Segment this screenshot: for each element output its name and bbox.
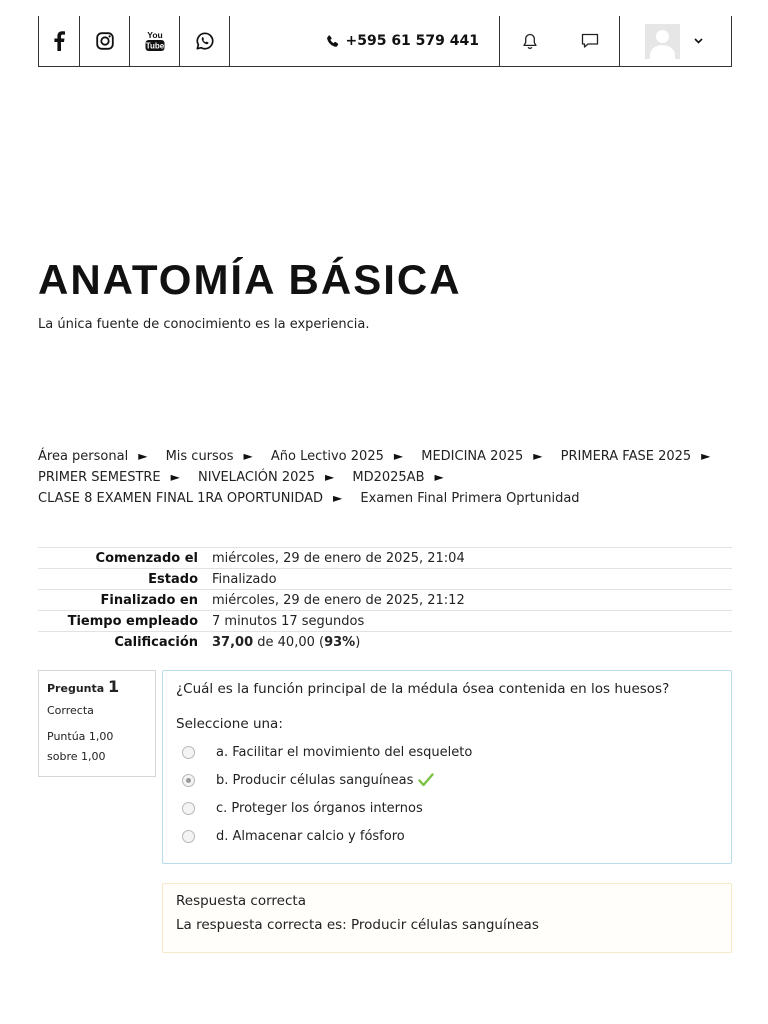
summary-label: Comenzado el	[38, 548, 205, 569]
social-links	[39, 16, 230, 66]
phone-number[interactable]	[326, 16, 500, 66]
breadcrumb-separator: ►	[138, 449, 148, 463]
breadcrumb-item[interactable]: Año Lectivo 2025	[270, 449, 384, 464]
breadcrumb-item[interactable]: MD2025AB	[352, 470, 425, 485]
question-prompt: Seleccione una:	[176, 716, 283, 732]
summary-row	[38, 569, 732, 590]
summary-label: Calificación	[38, 632, 205, 653]
notifications-button[interactable]	[500, 16, 560, 66]
facebook-link[interactable]	[39, 16, 80, 66]
summary-label: Tiempo empleado	[38, 611, 205, 632]
answer-label: a. Facilitar el movimiento del esqueleto	[216, 744, 473, 760]
answer-option-b[interactable]	[176, 766, 718, 794]
youtube-icon	[145, 30, 165, 52]
question-number-value: 1	[108, 677, 120, 696]
breadcrumb-item[interactable]: NIVELACIÓN 2025	[198, 470, 315, 485]
answer-option-a[interactable]	[176, 738, 718, 766]
whatsapp-icon	[196, 32, 214, 50]
breadcrumb-item[interactable]: Mis cursos	[165, 449, 234, 464]
answer-radio[interactable]	[182, 830, 195, 843]
breadcrumb-item[interactable]: Área personal	[38, 449, 129, 464]
message-icon	[581, 33, 599, 49]
answer-label: c. Proteger los órganos internos	[216, 800, 423, 816]
breadcrumb-separator: ►	[393, 449, 404, 463]
youtube-link[interactable]	[130, 16, 180, 66]
avatar	[645, 24, 680, 59]
breadcrumb-item[interactable]: CLASE 8 EXAMEN FINAL 1RA OPORTUNIDAD	[38, 491, 324, 506]
answer-radio[interactable]	[182, 802, 195, 815]
youtube-label-top: You	[146, 30, 163, 40]
breadcrumb-separator: ►	[170, 470, 180, 484]
question-text: ¿Cuál es la función principal de la médula ósea contenida en los huesos?	[176, 681, 670, 697]
question-content	[162, 670, 732, 864]
chevron-down-icon	[694, 38, 703, 44]
feedback-box	[162, 883, 732, 953]
breadcrumb-separator: ►	[434, 470, 444, 484]
correct-check-icon	[418, 773, 434, 787]
breadcrumb-item[interactable]: PRIMERA FASE 2025	[560, 449, 692, 464]
summary-label: Finalizado en	[38, 590, 205, 611]
facebook-icon	[53, 31, 65, 51]
summary-value: 7 minutos 17 segundos	[205, 611, 732, 632]
answer-option-d[interactable]	[176, 822, 718, 850]
grade-score: 37,00	[212, 634, 254, 650]
user-menu[interactable]	[620, 16, 731, 66]
answer-option-c[interactable]	[176, 794, 718, 822]
grade-end: )	[355, 634, 361, 650]
breadcrumb-separator: ►	[333, 491, 343, 505]
answer-label: d. Almacenar calcio y fósforo	[216, 828, 405, 844]
breadcrumb-separator: ►	[324, 470, 335, 484]
summary-value: miércoles, 29 de enero de 2025, 21:04	[205, 548, 732, 569]
breadcrumb-item[interactable]: MEDICINA 2025	[421, 449, 524, 464]
question-info	[38, 670, 156, 777]
answer-radio[interactable]	[182, 746, 195, 759]
summary-row	[38, 590, 732, 611]
grade-middle: de 40,00 (	[257, 634, 325, 650]
instagram-link[interactable]	[80, 16, 130, 66]
messages-button[interactable]	[560, 16, 620, 66]
phone-number-text: +595 61 579 441	[345, 33, 479, 49]
summary-label: Estado	[38, 569, 205, 590]
grade-percent: 93%	[324, 634, 356, 650]
summary-row	[38, 548, 732, 569]
breadcrumb	[38, 446, 732, 509]
question-label: Pregunta	[47, 682, 105, 695]
top-navbar	[38, 16, 732, 67]
answer-label: b. Producir células sanguíneas	[216, 772, 414, 788]
page-tagline: La única fuente de conocimiento es la experiencia.	[38, 317, 370, 332]
summary-value: miércoles, 29 de enero de 2025, 21:12	[205, 590, 732, 611]
breadcrumb-separator: ►	[533, 449, 543, 463]
summary-value: Finalizado	[205, 569, 732, 590]
feedback-correct-answer: La respuesta correcta es: Producir células sanguíneas	[176, 917, 539, 933]
youtube-label-bottom: Tube	[145, 41, 164, 51]
answer-radio-selected[interactable]	[182, 774, 195, 787]
instagram-icon	[96, 32, 114, 50]
page-title: ANATOMÍA BÁSICA	[38, 256, 462, 303]
question-number	[47, 677, 147, 696]
feedback-title: Respuesta correcta	[176, 893, 306, 909]
summary-row	[38, 611, 732, 632]
phone-icon	[326, 35, 339, 48]
breadcrumb-separator: ►	[243, 449, 253, 463]
breadcrumb-item[interactable]: PRIMER SEMESTRE	[38, 470, 161, 485]
question-state: Correcta	[47, 704, 94, 717]
breadcrumb-separator: ►	[701, 449, 711, 463]
summary-grade-value	[205, 632, 732, 653]
attempt-summary-table	[38, 547, 732, 653]
question-grade: Puntúa 1,00 sobre 1,00	[47, 730, 114, 763]
whatsapp-link[interactable]	[180, 16, 230, 66]
bell-icon	[522, 33, 538, 50]
summary-row-grade	[38, 632, 732, 653]
breadcrumb-current[interactable]: Examen Final Primera Oprtunidad	[360, 491, 580, 506]
answer-options	[176, 738, 718, 850]
